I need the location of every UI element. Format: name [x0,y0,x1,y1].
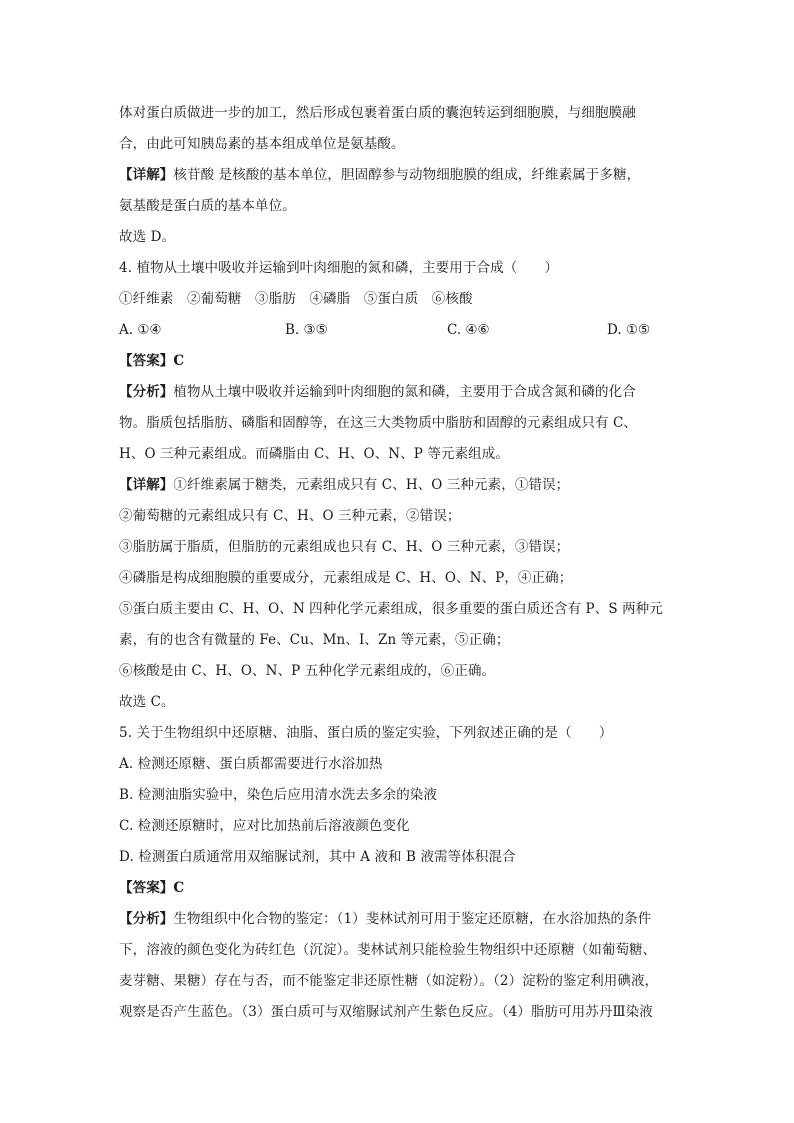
option-c: C. 检测还原糖时，应对比加热前后溶液颜色变化 [119,818,410,834]
detail-line [119,160,679,191]
text-line: 氨基酸是蛋白质的基本单位。 [119,198,296,214]
option-a: A. 检测还原糖、蛋白质都需要进行水浴加热 [119,756,383,772]
question-4-options [119,315,679,346]
detail-text: 核苷酸 是核酸的基本单位，胆固醇参与动物细胞膜的组成，纤维素属于多糖， [173,167,641,183]
detail-line: ⑤蛋白质主要由 C、H、O、N 四种化学元素组成，很多重要的蛋白质还含有 P、S 两种元 [119,601,663,617]
detail-line: ②葡萄糖的元素组成只有 C、H、O 三种元素，②错误； [119,508,461,524]
question-5-answer: 【答案】C [119,880,185,896]
analysis-text: 生物组织中化合物的鉴定：（1）斐林试剂可用于鉴定还原糖，在水浴加热的条件 [173,911,652,927]
question-5-stem: 5. 关于生物组织中还原糖、油脂、蛋白质的鉴定实验，下列叙述正确的是（ ） [119,725,613,741]
question-4-answer: 【答案】C [119,353,185,369]
text-line: 合，由此可知胰岛素的基本组成单位是氨基酸。 [119,136,405,152]
detail-line: 素，有的也含有微量的 Fe、Cu、Mn、I、Zn 等元素，⑤正确； [119,632,510,648]
choice-line: 故选 C。 [119,694,175,710]
detail-line [119,470,679,501]
option-b: B. ③⑤ [285,322,328,338]
option-b: B. 检测油脂实验中，染色后应用清水洗去多余的染液 [119,787,438,803]
document-body [119,98,679,1028]
analysis-text: 植物从土壤中吸收并运输到叶肉细胞的氮和磷，主要用于合成含氮和磷的化合 [173,384,636,400]
analysis-line: 物。脂质包括脂肪、磷脂和固醇等，在这三大类物质中脂肪和固醇的元素组成只有 C、 [119,415,638,431]
analysis-line: 下，溶液的颜色变化为砖红色（沉淀）。斐林试剂只能检验生物组织中还原糖（如葡萄糖、 [119,942,657,958]
option-d: D. ①⑤ [607,322,651,338]
option-a: A. ①④ [119,322,162,338]
analysis-line: 观察是否产生蓝色。（3）蛋白质可与双缩脲试剂产生紫色反应。（4）脂肪可用苏丹Ⅲ染液 [119,1004,653,1020]
option-d: D. 检测蛋白质通常用双缩脲试剂，其中 A 液和 B 液需等体积混合 [119,849,516,865]
analysis-line [119,377,679,408]
choice-line: 故选 D。 [119,229,176,245]
analysis-line [119,904,679,935]
detail-line: ④磷脂是构成细胞膜的重要成分，元素组成是 C、H、O、N、P，④正确； [119,570,573,586]
text-line: 体对蛋白质做进一步的加工，然后形成包裹着蛋白质的囊泡转运到细胞膜，与细胞膜融 [119,105,636,121]
analysis-tag: 【分析】 [119,384,174,400]
option-c: C. ④⑥ [447,322,490,338]
detail-tag: 【详解】 [119,167,174,183]
detail-line: ③脂肪属于脂质，但脂肪的元素组成也只有 C、H、O 三种元素，③错误； [119,539,570,555]
analysis-line: 麦芽糖、果糖）存在与否，而不能鉴定非还原性糖（如淀粉）。（2）淀粉的鉴定利用碘液， [119,973,659,989]
question-4-stem: 4. 植物从土壤中吸收并运输到叶肉细胞的氮和磷，主要用于合成（ ） [119,260,559,276]
analysis-tag: 【分析】 [119,911,174,927]
analysis-line: H、O 三种元素组成。而磷脂由 C、H、O、N、P 等元素组成。 [119,446,509,462]
question-4-items: ①纤维素 ②葡萄糖 ③脂肪 ④磷脂 ⑤蛋白质 ⑥核酸 [119,291,473,307]
detail-line: ⑥核酸是由 C、H、O、N、P 五种化学元素组成的，⑥正确。 [119,663,496,679]
detail-tag: 【详解】 [119,477,174,493]
detail-text: ①纤维素属于糖类，元素组成只有 C、H、O 三种元素，①错误； [173,477,570,493]
